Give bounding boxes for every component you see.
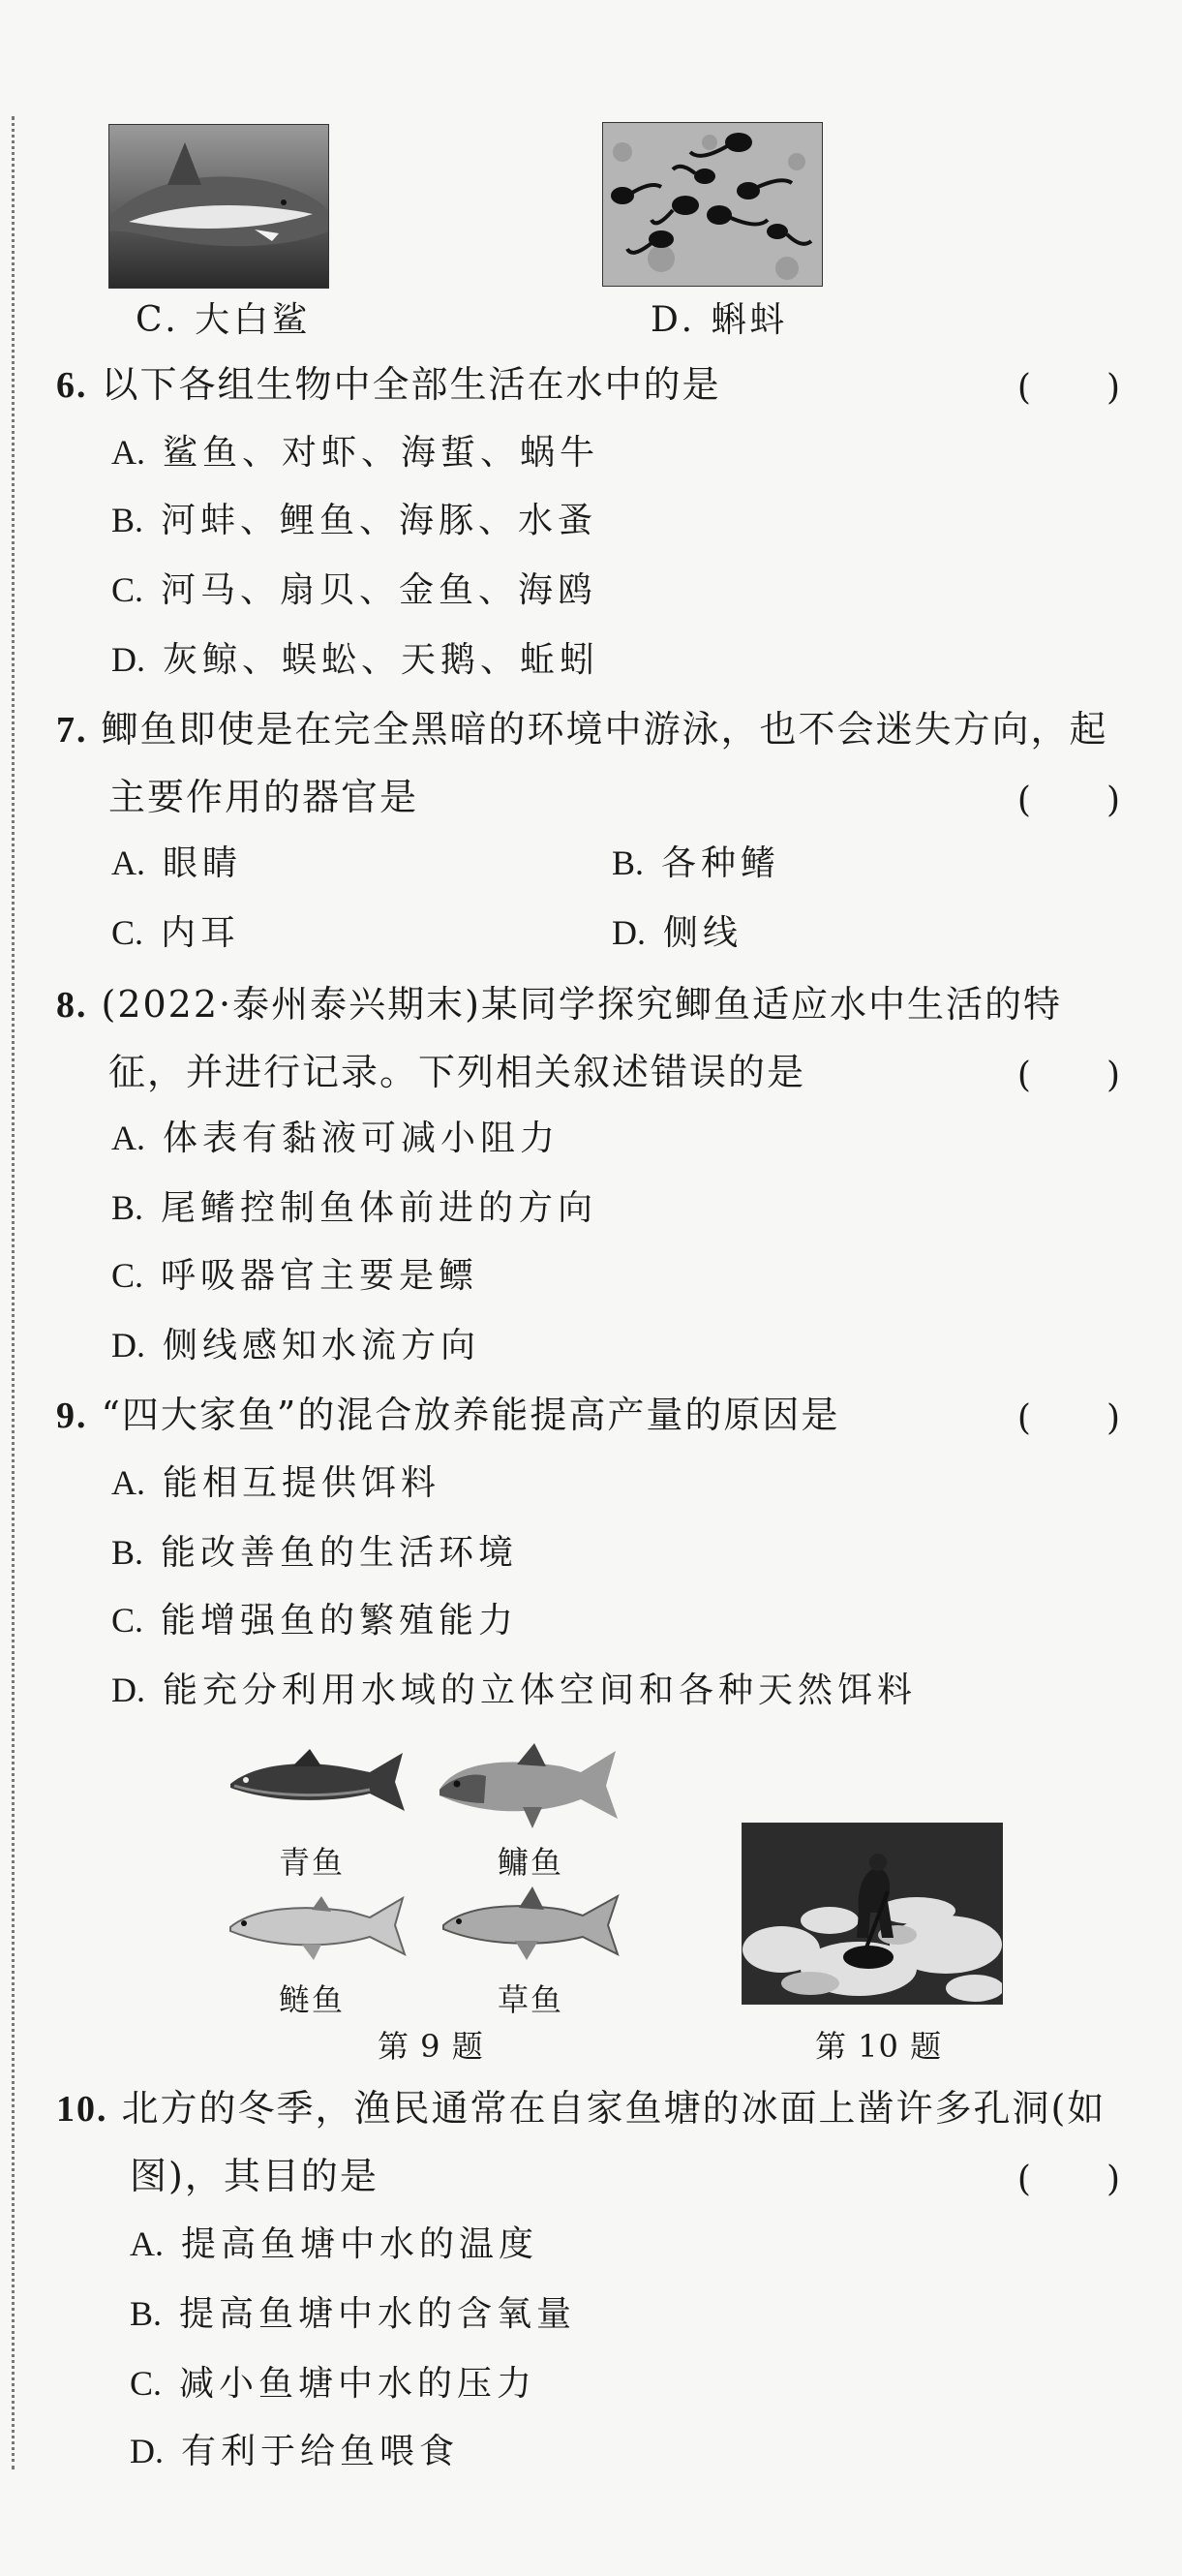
question-number: 6. <box>56 365 88 406</box>
answer-bracket: ( ) <box>1016 2160 1122 2199</box>
question-10-stem-line2: 图)，其目的是 <box>130 2155 379 2197</box>
question-8-stem <box>56 978 1062 1031</box>
bighead-carp-illustration <box>436 1737 625 1834</box>
tadpole-photo <box>602 122 823 287</box>
fish-name-yongyu: 鳙鱼 <box>498 1844 564 1881</box>
option-b: B. 尾鳍控制鱼体前进的方向 <box>111 1188 598 1228</box>
question-number: 10. <box>56 2089 108 2130</box>
option-a: A. 眼睛 <box>111 843 243 883</box>
question-7-stem <box>56 703 1108 756</box>
option-b: B. 能改善鱼的生活环境 <box>111 1533 519 1573</box>
question-number: 9. <box>56 1395 88 1436</box>
option-b: B. 河蚌、鲤鱼、海豚、水蚤 <box>111 501 598 540</box>
figure-10-label: 第 10 题 <box>815 2028 943 2065</box>
option-a: A. 鲨鱼、对虾、海蜇、蜗牛 <box>111 433 600 473</box>
option-d: D. 灰鲸、蜈蚣、天鹅、蚯蚓 <box>111 640 600 680</box>
option-a: A. 提高鱼塘中水的温度 <box>130 2224 539 2264</box>
question-text: 以下各组生物中全部生活在水中的是 <box>101 363 721 406</box>
option-a: A. 体表有黏液可减小阻力 <box>111 1119 561 1158</box>
option-c: C. 呼吸器官主要是鳔 <box>111 1256 479 1296</box>
shark-caption: C. 大白鲨 <box>136 300 312 340</box>
question-9-stem <box>56 1389 839 1442</box>
option-c: C. 减小鱼塘中水的压力 <box>130 2364 537 2404</box>
option-d: D. 有利于给鱼喂食 <box>130 2432 460 2471</box>
option-b: B. 提高鱼塘中水的含氧量 <box>130 2294 577 2334</box>
answer-bracket: ( ) <box>1016 1398 1122 1438</box>
answer-bracket: ( ) <box>1016 1056 1122 1095</box>
option-c: C. 河马、扇贝、金鱼、海鸥 <box>111 570 598 610</box>
tadpole-caption: D. 蝌蚪 <box>651 300 789 340</box>
question-8-stem-line2: 征，并进行记录。下列相关叙述错误的是 <box>108 1051 806 1093</box>
question-number: 8. <box>56 985 88 1026</box>
question-text-line1: 北方的冬季，渔民通常在自家鱼塘的冰面上凿许多孔洞(如 <box>121 2087 1106 2130</box>
fish-name-qingyu: 青鱼 <box>279 1844 346 1881</box>
figure-9-label: 第 9 题 <box>378 2028 484 2065</box>
answer-bracket: ( ) <box>1016 781 1122 820</box>
question-number: 7. <box>56 710 88 751</box>
option-c: C. 内耳 <box>111 913 241 953</box>
option-d: D. 侧线 <box>612 913 743 953</box>
option-d: D. 能充分利用水域的立体空间和各种天然饵料 <box>111 1671 918 1710</box>
question-7-stem-line2: 主要作用的器官是 <box>108 776 419 818</box>
silver-carp-illustration <box>225 1888 414 1966</box>
question-text-line1: (2022·泰州泰兴期末)某同学探究鲫鱼适应水中生活的特 <box>101 983 1062 1026</box>
option-d: D. 侧线感知水流方向 <box>111 1326 481 1365</box>
ice-hole-photo <box>742 1823 1003 2005</box>
option-a: A. 能相互提供饵料 <box>111 1463 441 1503</box>
grass-carp-illustration <box>438 1881 627 1968</box>
shark-photo <box>108 124 329 289</box>
fish-name-caoyu: 草鱼 <box>498 1981 564 2018</box>
question-text: “四大家鱼”的混合放养能提高产量的原因是 <box>101 1394 840 1436</box>
question-text-line1: 鲫鱼即使是在完全黑暗的环境中游泳，也不会迷失方向，起 <box>101 708 1108 751</box>
question-10-stem <box>56 2082 1106 2135</box>
option-b: B. 各种鳍 <box>612 843 781 883</box>
dotted-binding-line <box>12 116 15 2469</box>
answer-bracket: ( ) <box>1016 368 1122 408</box>
black-carp-illustration <box>225 1743 414 1821</box>
question-6-stem <box>56 358 721 412</box>
fish-name-lianyu: 鲢鱼 <box>279 1981 346 2018</box>
option-c: C. 能增强鱼的繁殖能力 <box>111 1601 519 1641</box>
